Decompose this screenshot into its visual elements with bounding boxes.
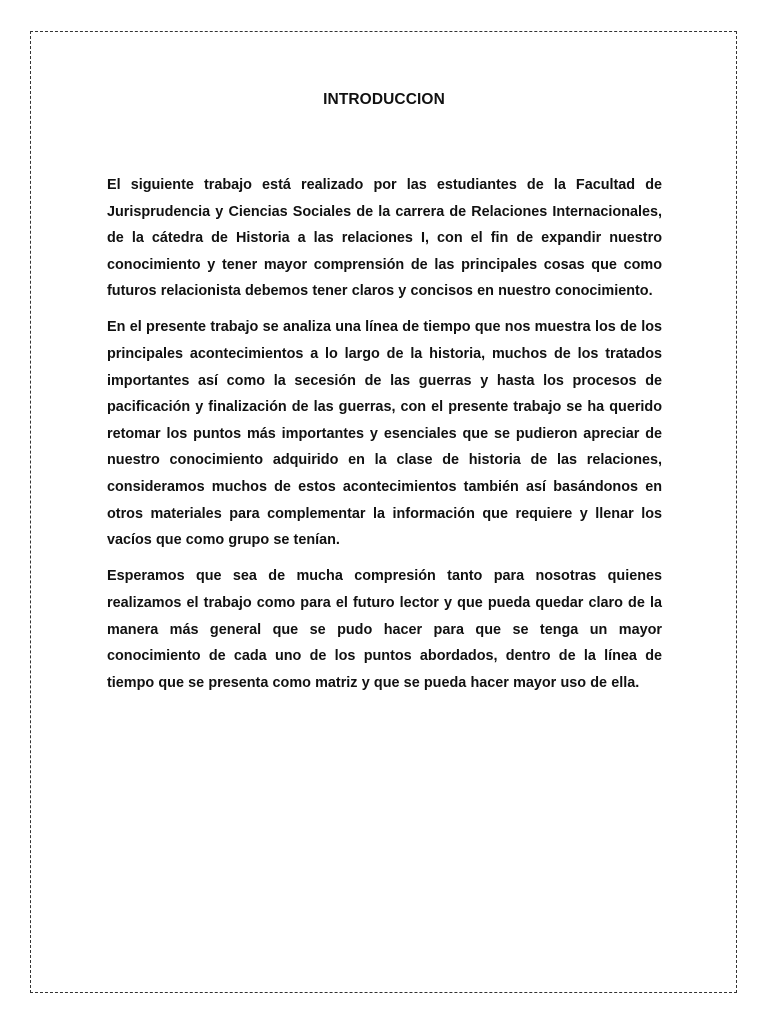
document-title: INTRODUCCION xyxy=(323,91,445,108)
document-body xyxy=(107,172,662,706)
paragraph-intro: El siguiente trabajo está realizado por las estudiantes de la Facultad de Jurisprudencia y Ciencias Sociales de la carrera de Relaciones Internacionales, de la cátedra de Historia a las relaciones I, con el fin de expandir nuestro conocimiento y tener mayor comprensión de las principales cosas que como futuros relacionista debemos tener claros y concisos en nuestro conocimiento. xyxy=(107,177,662,300)
paragraph-analysis: En el presente trabajo se analiza una línea de tiempo que nos muestra los de los principales acontecimientos a lo largo de la historia, muchos de los tratados importantes así como la secesión de las guerras y hasta los procesos de pacificación y finalización de las guerras, con el presente trabajo se ha querido retomar los puntos más importantes y esenciales que se pudieron apreciar de nuestro conocimiento adquirido en la clase de historia de las relaciones, consideramos muchos de estos acontecimientos también así basándonos en otros materiales para complementar la información que requiere y llenar los vacíos que como grupo se tenían. xyxy=(107,319,662,549)
paragraph-closing: Esperamos que sea de mucha compresión tanto para nosotras quienes realizamos el trabajo como para el futuro lector y que pueda quedar claro de la manera más general que se pudo hacer para que se tenga un mayor conocimiento de cada uno de los puntos abordados, dentro de la línea de tiempo que se presenta como matriz y que se pueda hacer mayor uso de ella. xyxy=(107,568,662,691)
